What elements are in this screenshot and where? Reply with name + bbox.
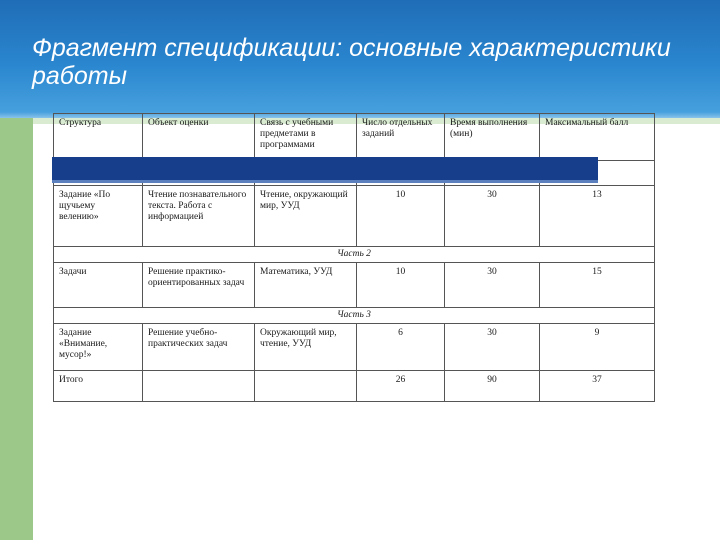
table-cell: Задачи: [54, 263, 143, 308]
part-row: [54, 247, 655, 263]
header-cell-structure: Структура: [54, 114, 143, 161]
header-cell-max-score: Максимальный балл: [540, 114, 655, 161]
header-cell-task-count: Число отдельных заданий: [357, 114, 445, 161]
table-cell: [143, 371, 255, 402]
header-cell-object: Объект оценки: [143, 114, 255, 161]
table-cell: 37: [540, 371, 655, 402]
table-cell: 30: [445, 263, 540, 308]
table-header-row: [54, 114, 655, 161]
table-cell: 90: [445, 371, 540, 402]
table-cell: Задание «По щучьему велению»: [54, 186, 143, 247]
table-cell: 30: [445, 186, 540, 247]
part-row: [54, 308, 655, 324]
part-label: Часть 3: [54, 308, 655, 324]
table-cell: Решение практико-ориентированных задач: [143, 263, 255, 308]
slide-title: Фрагмент спецификации: основные характеристики работы: [32, 34, 671, 90]
table-cell: 13: [540, 186, 655, 247]
table-cell: 6: [357, 324, 445, 371]
table-cell: Математика, УУД: [255, 263, 357, 308]
table-cell: [255, 371, 357, 402]
table-cell: Чтение познавательного текста. Работа с информацией: [143, 186, 255, 247]
table-cell: 30: [445, 324, 540, 371]
blue-band-shadow: [52, 180, 598, 183]
table-cell: Задание «Внимание, мусор!»: [54, 324, 143, 371]
total-row: [54, 371, 655, 402]
header-cell-time: Время выполнения (мин): [445, 114, 540, 161]
table-cell: 10: [357, 263, 445, 308]
blue-band-overlay: [52, 157, 598, 180]
part-label: Часть 2: [54, 247, 655, 263]
table-cell: 9: [540, 324, 655, 371]
left-green-bar: [0, 118, 33, 540]
table-cell: 26: [357, 371, 445, 402]
table-row: [54, 263, 655, 308]
table-cell: Чтение, окружающий мир, УУД: [255, 186, 357, 247]
table-cell: 15: [540, 263, 655, 308]
table-cell: Решение учебно-практических задач: [143, 324, 255, 371]
header-cell-subjects: Связь с учебными предметами в программами: [255, 114, 357, 161]
table-row: [54, 186, 655, 247]
table-cell: 10: [357, 186, 445, 247]
table-cell: Окружающий мир, чтение, УУД: [255, 324, 357, 371]
table-cell: Итого: [54, 371, 143, 402]
table-row: [54, 324, 655, 371]
